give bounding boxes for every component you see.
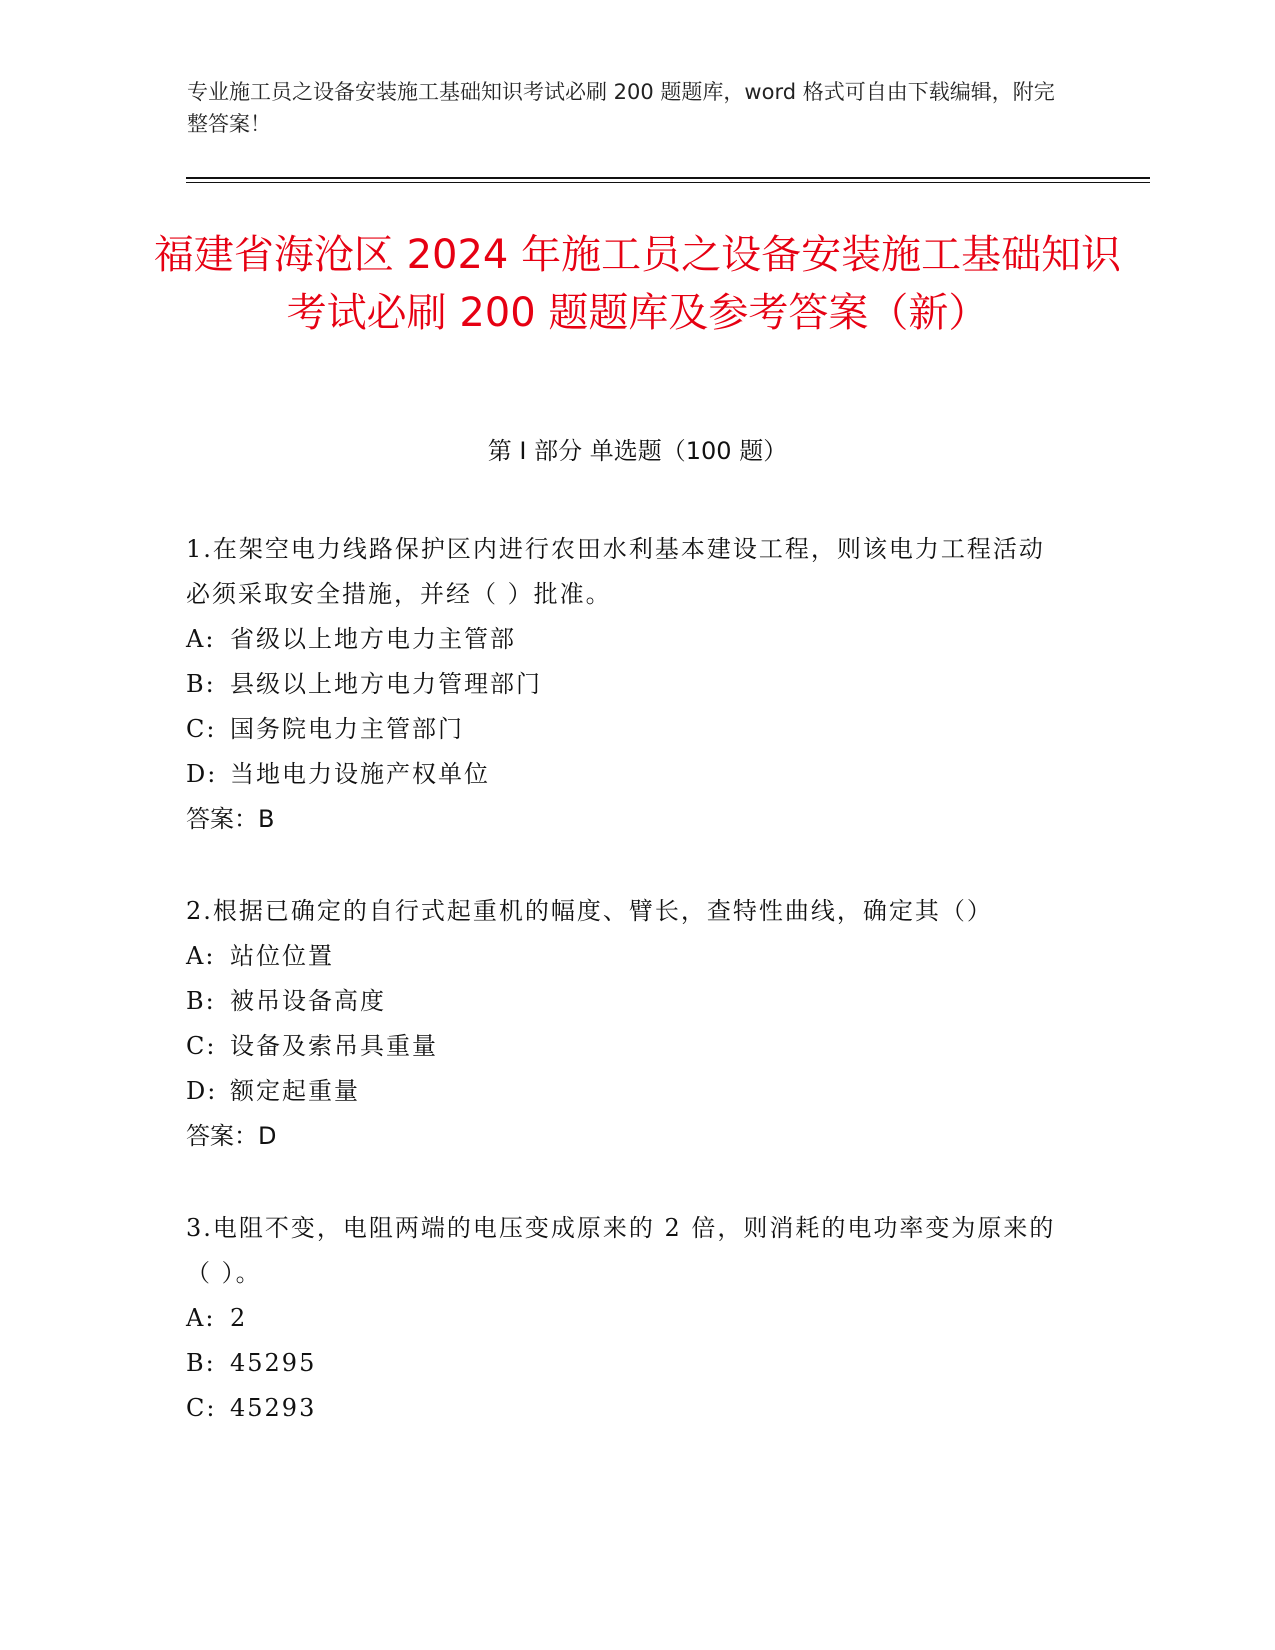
option-text: 45293 — [230, 1394, 317, 1422]
option-c — [186, 1386, 1066, 1431]
option-letter: A: — [186, 942, 216, 970]
section-title: 第 I 部分 单选题（100 题） — [487, 437, 788, 465]
option-text: 省级以上地方电力主管部 — [230, 625, 516, 653]
question-2 — [186, 889, 1066, 1159]
option-b — [186, 1341, 1066, 1386]
option-a — [186, 617, 1066, 662]
option-letter: C: — [186, 715, 217, 743]
option-letter: A: — [186, 1304, 216, 1332]
answer-line — [186, 1114, 1066, 1159]
option-list — [186, 934, 1066, 1114]
header-divider-thick — [186, 177, 1150, 179]
option-text: 45295 — [230, 1349, 317, 1377]
option-text: 站位位置 — [230, 942, 334, 970]
option-text: 被吊设备高度 — [230, 987, 386, 1015]
option-letter: B: — [186, 987, 216, 1015]
question-stem: 1.在架空电力线路保护区内进行农田水利基本建设工程，则该电力工程活动必须采取安全措施，并经（ ）批准。 — [186, 535, 1045, 608]
option-letter: D: — [186, 1077, 218, 1105]
option-b — [186, 662, 1066, 707]
answer-value: B — [258, 805, 275, 833]
header-divider-thin — [186, 182, 1150, 183]
option-letter: C: — [186, 1032, 217, 1060]
question-3 — [186, 1206, 1066, 1431]
option-letter: B: — [186, 670, 216, 698]
header-intro: 专业施工员之设备安装施工基础知识考试必刷 200 题题库，word 格式可自由下载编辑，附完整答案！ — [187, 80, 1055, 136]
option-d — [186, 1069, 1066, 1114]
option-list — [186, 1296, 1066, 1431]
answer-line — [186, 797, 1066, 842]
option-text: 额定起重量 — [230, 1077, 360, 1105]
option-b — [186, 979, 1066, 1024]
option-c — [186, 1024, 1066, 1069]
question-1 — [186, 527, 1066, 842]
answer-value: D — [258, 1122, 277, 1150]
option-text: 设备及索吊具重量 — [230, 1032, 438, 1060]
option-a — [186, 1296, 1066, 1341]
question-stem: 3.电阻不变，电阻两端的电压变成原来的 2 倍，则消耗的电功率变为原来的（ ）。 — [186, 1214, 1056, 1287]
option-letter: C: — [186, 1394, 217, 1422]
option-letter: A: — [186, 625, 216, 653]
option-text: 县级以上地方电力管理部门 — [230, 670, 542, 698]
answer-label: 答案： — [186, 805, 258, 833]
option-c — [186, 707, 1066, 752]
option-text: 国务院电力主管部门 — [230, 715, 464, 743]
option-letter: B: — [186, 1349, 216, 1377]
option-letter: D: — [186, 760, 218, 788]
option-text: 当地电力设施产权单位 — [230, 760, 490, 788]
question-stem: 2.根据已确定的自行式起重机的幅度、臂长，查特性曲线，确定其（） — [186, 897, 993, 925]
answer-label: 答案： — [186, 1122, 258, 1150]
option-a — [186, 934, 1066, 979]
document-title: 福建省海沧区 2024 年施工员之设备安装施工基础知识考试必刷 200 题题库及参考答案（新） — [153, 232, 1122, 336]
option-text: 2 — [230, 1304, 248, 1332]
option-list — [186, 617, 1066, 797]
option-d — [186, 752, 1066, 797]
question-list — [186, 527, 1066, 1478]
